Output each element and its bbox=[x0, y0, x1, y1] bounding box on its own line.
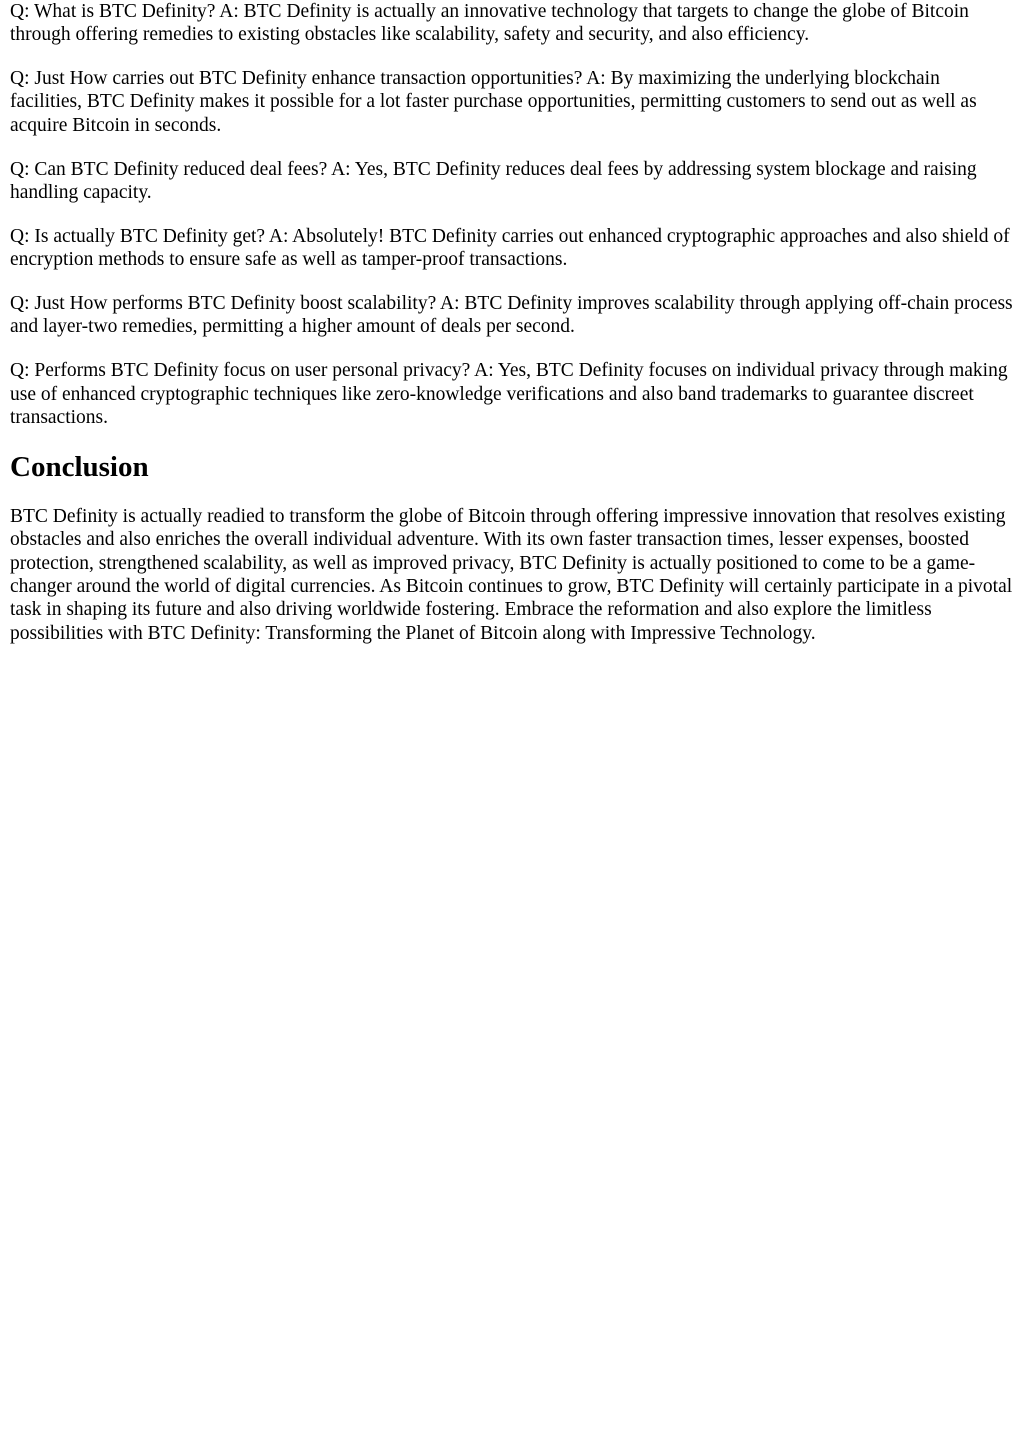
conclusion-paragraph: BTC Definity is actually readied to transform the globe of Bitcoin through offering impressive innovation that resolves existing obstacles and also enriches the overall individual adventure. With its own faster transaction times, lesser expenses, boosted protection, strengthened scalability, as well as improved privacy, BTC Definity is actually positioned to come to be a game-changer around the world of digital currencies. As Bitcoin continues to grow, BTC Definity will certainly participate in a pivotal task in shaping its future and also driving worldwide fostering. Embrace the reformation and also explore the limitless possibilities with BTC Definity: Transforming the Planet of Bitcoin along with Impressive Technology. bbox=[10, 506, 1013, 644]
faq-item: Q: Can BTC Definity reduced deal fees? A: Yes, BTC Definity reduces deal fees by addressing system blockage and raising handling capacity. bbox=[10, 158, 977, 203]
conclusion-heading: Conclusion bbox=[10, 451, 149, 484]
faq-item: Q: Just How carries out BTC Definity enhance transaction opportunities? A: By maximizing the underlying blockchain facilities, BTC Definity makes it possible for a lot faster purchase opportunities, permitting customers to send out as well as acquire Bitcoin in seconds. bbox=[10, 68, 977, 136]
faq-item: Q: Performs BTC Definity focus on user personal privacy? A: Yes, BTC Definity focuses on individual privacy through making use of enhanced cryptographic techniques like zero-knowledge verifications and also band trademarks to guarantee discreet transactions. bbox=[10, 360, 1008, 428]
faq-item: Q: Is actually BTC Definity get? A: Absolutely! BTC Definity carries out enhanced cryptographic approaches and also shield of encryption methods to ensure safe as well as tamper-proof transactions. bbox=[10, 225, 1010, 271]
document-page bbox=[10, 0, 1016, 645]
conclusion-section bbox=[10, 450, 1016, 645]
faq-item: Q: Just How performs BTC Definity boost scalability? A: BTC Definity improves scalability through applying off-chain process and layer-two remedies, permitting a higher amount of deals per second. bbox=[10, 293, 1013, 338]
faq-section bbox=[10, 0, 1016, 429]
faq-item: Q: What is BTC Definity? A: BTC Definity is actually an innovative technology that targets to change the globe of Bitcoin through offering remedies to existing obstacles like scalability, safety and security, and also efficiency. bbox=[10, 1, 969, 46]
